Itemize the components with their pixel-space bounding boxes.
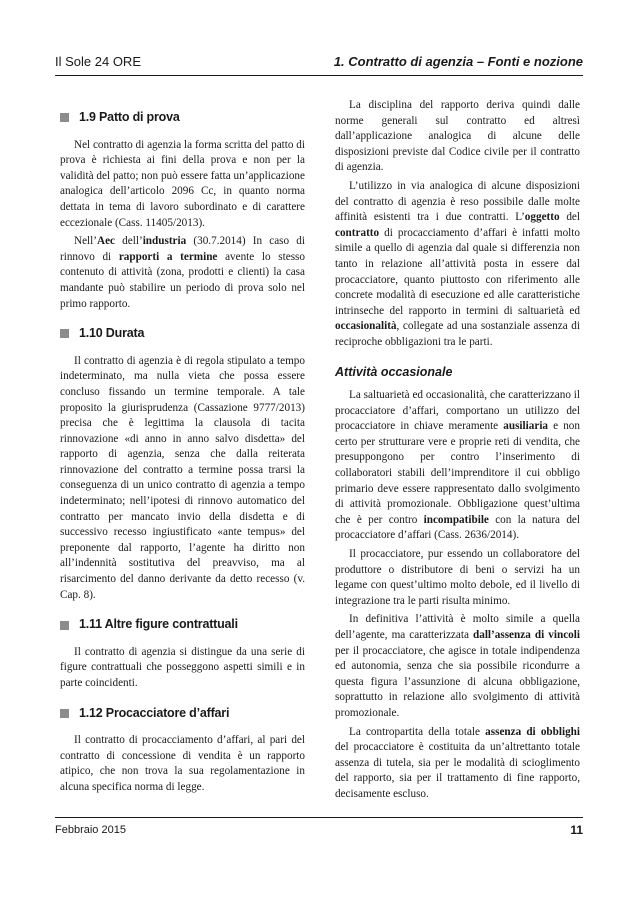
square-bullet-icon bbox=[60, 329, 69, 338]
right-column bbox=[335, 98, 580, 806]
paragraph: La disciplina del rapporto deriva quindi dalle norme generali sul contratto ed altresì dall’applicazione analogica di alcune delle disposizioni previste dal Codice civile per il contratto di agenzia. bbox=[335, 99, 580, 174]
paragraph: Il procacciatore, pur essendo un collaboratore del produttore o distributore di beni o servizi ha un legame con quest’ultimo molto debole, ed il livello di integrazione tra le parti risulta minimo. bbox=[335, 548, 580, 607]
section-heading-1-9 bbox=[60, 110, 305, 126]
section-heading-1-11 bbox=[60, 617, 305, 633]
section-heading-1-12 bbox=[60, 706, 305, 722]
left-column bbox=[60, 98, 305, 799]
square-bullet-icon bbox=[60, 709, 69, 718]
paragraph: La saltuarietà ed occasionalità, che caratterizzano il procacciatore d’affari, comportano un utilizzo del procacciatore in chiave meramente ausiliaria e non certo per strutturare vere e proprie reti di vendita, che presuppongono per contro l’inserimento di collaboratori stabili dell’imprenditore il cui obbligo primario deve essere rappresentato dallo svolgimento di attività promozionale. Obbligazione quest’ultima che è per contro incompatibile con la natura del procacciatore d’affari (Cass. 2636/2014). bbox=[335, 389, 580, 542]
section-title: 1.11 Altre figure contrattuali bbox=[79, 617, 238, 632]
chapter-title: 1. Contratto di agenzia – Fonti e nozione bbox=[333, 54, 583, 69]
paragraph: In definitiva l’attività è molto simile a quella dell’agente, ma caratterizzata dall’assenza di vincoli per il procacciatore, che agisce in totale indipendenza ed autonomia, senza che sia possibile ricondurre a questa figura l’assunzione di alcuna obbligazione, soprattutto in relazione allo svolgimento di attività promozionale. bbox=[335, 613, 580, 719]
paragraph: Il contratto di agenzia è di regola stipulato a tempo indeterminato, ma nulla vieta che possa essere concluso fissando un termine temporale. A tale proposito la giurisprudenza (Cassazione 9777/2013) precisa che è legittima la clausola di tacita rinnovazione «di anno in anno salvo disdetta» del rapporto di agenzia, senza che dalla reiterata rinnovazione del contratto a termine possa trarsi la conseguenza di un unico contratto di agenzia a tempo indeterminato; nell’ipotesi di rinnovo automatico del contratto per mancato invio della disdetta e di successivo recesso ingiustificato «ante tempus» del preponente dal rapporto, l’agente ha diritto non all’indennità sostitutiva del preavviso, ma al risarcimento del danno derivante da detto recesso (v. Cap. 8). bbox=[60, 354, 305, 601]
issue-date: Febbraio 2015 bbox=[55, 824, 126, 836]
running-header bbox=[55, 50, 583, 74]
header-rule bbox=[55, 75, 583, 76]
paragraph: L’utilizzo in via analogica di alcune disposizioni del contratto di agenzia è reso possibile dalle molte affinità esistenti tra i due contratti. L’oggetto del contratto di procacciamento d’affari è infatti molto simile a quello di agenzia dal quale si differenzia non tanto in relazione all’attività posta in essere dal procacciatore, quanto piuttosto con riferimento alle concrete modalità di esecuzione ed alle caratteristiche intrinseche del rapporto in termini di saltuarietà ed occasionalità, collegate ad una sostanziale assenza di reciproche obbligazioni tra le parti. bbox=[335, 179, 580, 348]
publication-name: Il Sole 24 ORE bbox=[55, 54, 141, 69]
section-title: 1.9 Patto di prova bbox=[79, 110, 180, 124]
paragraph: Il contratto di agenzia si distingue da una serie di figure contrattuali che posseggono aspetti simili e in parte coincidenti. bbox=[60, 645, 305, 689]
subsection-heading: Attività occasionale bbox=[335, 364, 453, 379]
paragraph: Il contratto di procacciamento d’affari, al pari del contratto di concessione di vendita è un rapporto atipico, che non trova la sua regolamentazione in alcuna specifica norma di legge. bbox=[60, 734, 305, 793]
paragraph: La contropartita della totale assenza di obblighi del procacciatore è costituita da un’altrettanto totale assenza di tutela, sia per le modalità di scioglimento del rapporto, sia per il trattamento di fine rapporto, decisamente escluso. bbox=[335, 725, 580, 800]
section-title: 1.12 Procacciatore d’affari bbox=[79, 705, 230, 720]
section-heading-1-10 bbox=[60, 326, 305, 342]
square-bullet-icon bbox=[60, 113, 69, 122]
page-number: 11 bbox=[570, 823, 583, 837]
section-title: 1.10 Durata bbox=[79, 326, 145, 341]
footer-rule bbox=[55, 817, 583, 818]
paragraph: Nel contratto di agenzia la forma scritta del patto di prova è richiesta ai fini della prova e non per la validità del patto; non può essere fatta un’applicazione analogica dell’articolo 2096 Cc, in quanto norma dettata in tema di lavoro subordinato e di carattere eccezionale (Cass. 11405/2013). bbox=[60, 138, 305, 229]
paragraph: Nell’Aec dell’industria (30.7.2014) In caso di rinnovo di rapporti a termine avente lo stesso contenuto di attività (zona, prodotti e clienti) la casa mandante può stabilire un periodo di prova solo nel primo rapporto. bbox=[60, 235, 305, 310]
square-bullet-icon bbox=[60, 621, 69, 630]
